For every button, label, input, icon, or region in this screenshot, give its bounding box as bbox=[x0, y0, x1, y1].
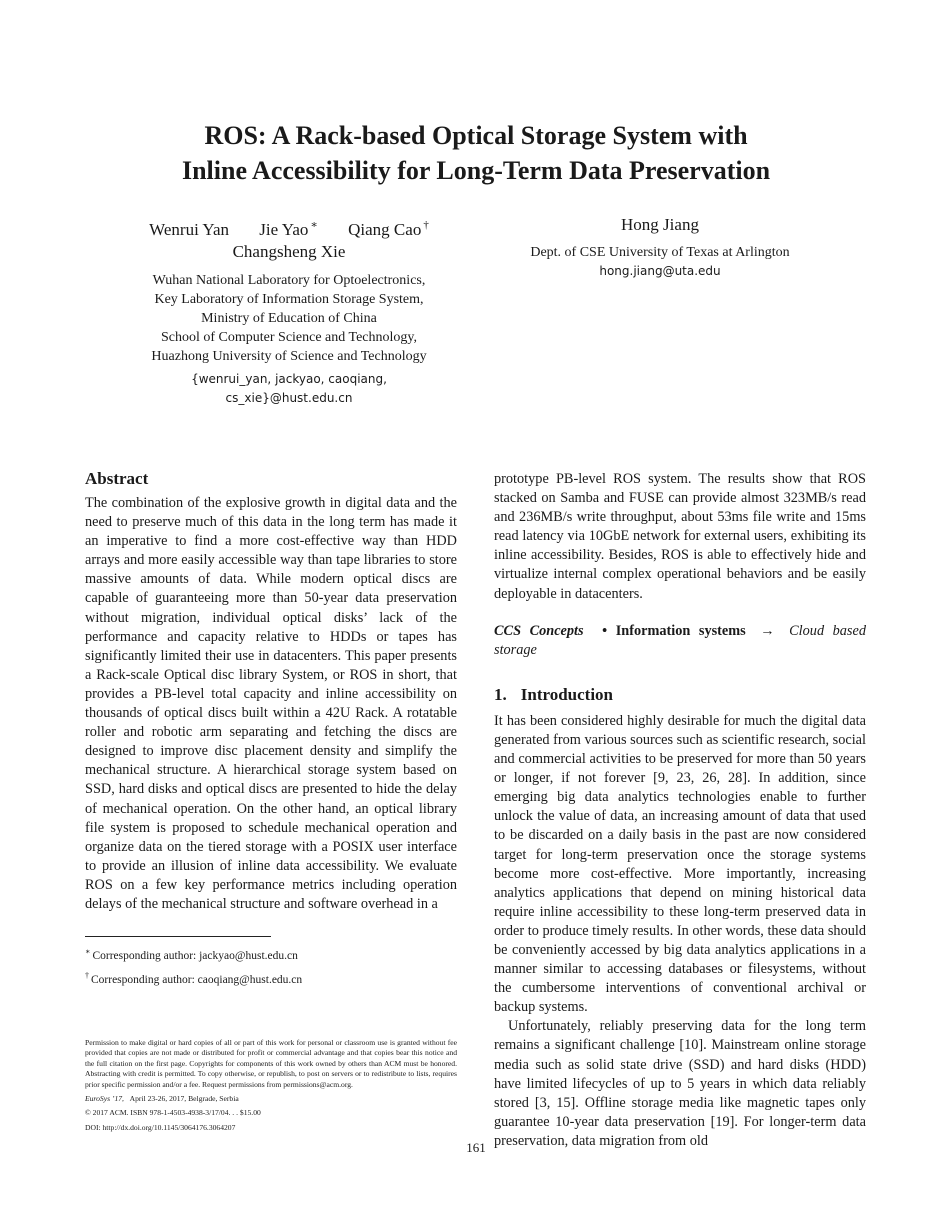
copyright-line: © 2017 ACM. ISBN 978-1-4503-4938-3/17/04. . . $15.00 bbox=[85, 1108, 261, 1118]
footnote-mark: ∗ bbox=[85, 947, 91, 956]
intro-paragraph: It has been considered highly desirable for much the digital data generated from various sources such as scientific research, social and commercial activities to be preserved for more than 50 years or longer, if not forever [9, 23, 26, 28]. In addition, since emerging big data analytics technologies enable to further unlock the value of data, an increasing amount of data that used to be discarded on a daily basis in the past are now considered target for long-term preservation once the storage systems become more cost-effective. More importantly, increasing analytics applications that depend on mining historical data require inline accessibility to these long-term preserved data in order to produce timely results. In other words, these data should be conveniently accessed by big data analytics applications in a manner similar to accessing databases or filesystems, without the cumbersome interventions of conventional archival or backup systems. bbox=[494, 712, 866, 1016]
abstract-text: The combination of the explosive growth in digital data and the need to preserve much of this data in the long term has made it an imperative to find a more cost-effective way than HDD arrays and more easily accessible way than tape libraries to store massive amounts of data. While modern optical discs are capable of guaranteeing more than 50-year data preservation without migration, individual optical disks’ lack of the performance and capacity relative to HDDs or tapes has significantly limited their use in datacenters. This paper presents a Rack-scale Optical disc library System, or ROS in short, that provides a PB-level total capacity and inline accessibility on thousands of optical discs built within a 42U Rack. A rotatable roller and robotic arm separating and fetching the discs are designed to improve disc placement density and simplify the mechanical structure. A hierarchical storage system based on SSD, hard disks and optical discs are presented to hide the delay of mechanical operation. On the other hand, an optical library file system is proposed to schedule mechanical operation and organize data on the tiered storage with a POSIX user interface to provide an illusion of inline data accessibility. We evaluate ROS on a few key performance metrics including operation delays of the mechanical structure and software overhead in a bbox=[85, 495, 457, 912]
ccs-label: CCS Concepts bbox=[494, 622, 584, 639]
introduction-heading bbox=[494, 684, 866, 706]
footnote bbox=[85, 966, 457, 990]
paper-title bbox=[100, 118, 852, 188]
author-mark: † bbox=[423, 219, 429, 231]
footnote-mark: † bbox=[85, 970, 89, 980]
author-name: Jie Yao ∗ bbox=[259, 219, 318, 239]
venue-detail: April 23-26, 2017, Belgrade, Serbia bbox=[129, 1094, 239, 1104]
ccs-bullet: • bbox=[602, 622, 608, 639]
author-block-hust bbox=[110, 214, 468, 408]
affiliation-line: Key Laboratory of Information Storage System, bbox=[154, 291, 424, 307]
title-line: ROS: A Rack-based Optical Storage System with bbox=[204, 121, 748, 150]
footnote bbox=[85, 942, 457, 966]
affiliation-line: Huazhong University of Science and Technology bbox=[151, 348, 427, 364]
ccs-leaf: Cloud based storage bbox=[494, 622, 866, 658]
title-line: Inline Accessibility for Long-Term Data Preservation bbox=[181, 156, 771, 185]
email-line: {wenrui_yan, jackyao, caoqiang, bbox=[191, 371, 387, 386]
author-affiliation bbox=[110, 271, 468, 366]
venue-name: EuroSys ’17, bbox=[85, 1094, 124, 1104]
abstract-heading: Abstract bbox=[85, 469, 149, 488]
author-name: Qiang Cao † bbox=[348, 219, 429, 239]
author-block-uta bbox=[490, 214, 830, 281]
author-name: Wenrui Yan bbox=[149, 219, 230, 239]
affiliation-line: Ministry of Education of China bbox=[201, 310, 377, 326]
footnote-text: Corresponding author: caoqiang@hust.edu.cn bbox=[91, 973, 303, 986]
affiliation-line: School of Computer Science and Technology, bbox=[160, 329, 418, 345]
author-name: Changsheng Xie bbox=[232, 241, 346, 261]
ccs-concept: Information systems bbox=[615, 622, 746, 639]
author-name: Hong Jiang bbox=[621, 215, 699, 234]
section-title: Introduction bbox=[520, 684, 614, 704]
author-email[interactable]: hong.jiang@uta.edu bbox=[599, 264, 721, 278]
doi-line[interactable]: DOI: http://dx.doi.org/10.1145/3064176.3064207 bbox=[85, 1122, 236, 1132]
right-column bbox=[494, 470, 866, 1151]
author-affiliation: Dept. of CSE University of Texas at Arlington bbox=[530, 245, 790, 260]
email-line: cs_xie}@hust.edu.cn bbox=[225, 390, 353, 405]
ccs-concepts bbox=[494, 622, 866, 660]
footnotes bbox=[85, 942, 457, 990]
author-mark: ∗ bbox=[310, 219, 318, 231]
permission-text: Permission to make digital or hard copies of all or part of this work for personal or classroom use is granted without fee provided that copies are not made or distributed for profit or commercial advantage and that copies bear this notice and the full citation on the first page. Copyrights for components of this work owned by others than ACM must be honored. Abstracting with credit is permitted. To copy otherwise, or republish, to post on servers or to redistribute to lists, requires prior specific permission and/or a fee. Request permissions from permissions@acm.org. bbox=[85, 1038, 457, 1089]
page-number: 161 bbox=[466, 1140, 486, 1155]
ccs-arrow: → bbox=[760, 622, 775, 639]
author-names bbox=[110, 214, 468, 241]
intro-paragraph: Unfortunately, reliably preserving data for the long term remains a significant challenge [10]. Mainstream online storage media such as solid state drive (SSD) and hard disks (HDD) have limited lifecycles of up to 5 years in which data reliably stored [3, 15]. Offline storage media like magnetic tapes only guarantee 10-year data preservation [19]. For longer-term data preservation, data migration from old bbox=[494, 1018, 866, 1149]
abstract-continuation: prototype PB-level ROS system. The results show that ROS stacked on Samba and FUSE can provide almost 323MB/s read and 236MB/s write throughput, about 53ms file write and 15ms read latency via 10GbE network for external users, exhibiting its inline accessibility. Besides, ROS is able to effectively hide and virtualize internal complex operational behaviors and be easily deployable in datacenters. bbox=[494, 471, 866, 602]
section-number: 1. bbox=[494, 684, 507, 704]
left-column bbox=[85, 468, 457, 914]
affiliation-line: Wuhan National Laboratory for Optoelectronics, bbox=[152, 272, 426, 288]
footnote-text: Corresponding author: jackyao@hust.edu.cn bbox=[92, 949, 298, 962]
footnote-divider bbox=[85, 936, 271, 937]
permission-block bbox=[85, 1038, 457, 1133]
venue-line bbox=[85, 1094, 457, 1104]
author-email[interactable] bbox=[110, 370, 468, 408]
